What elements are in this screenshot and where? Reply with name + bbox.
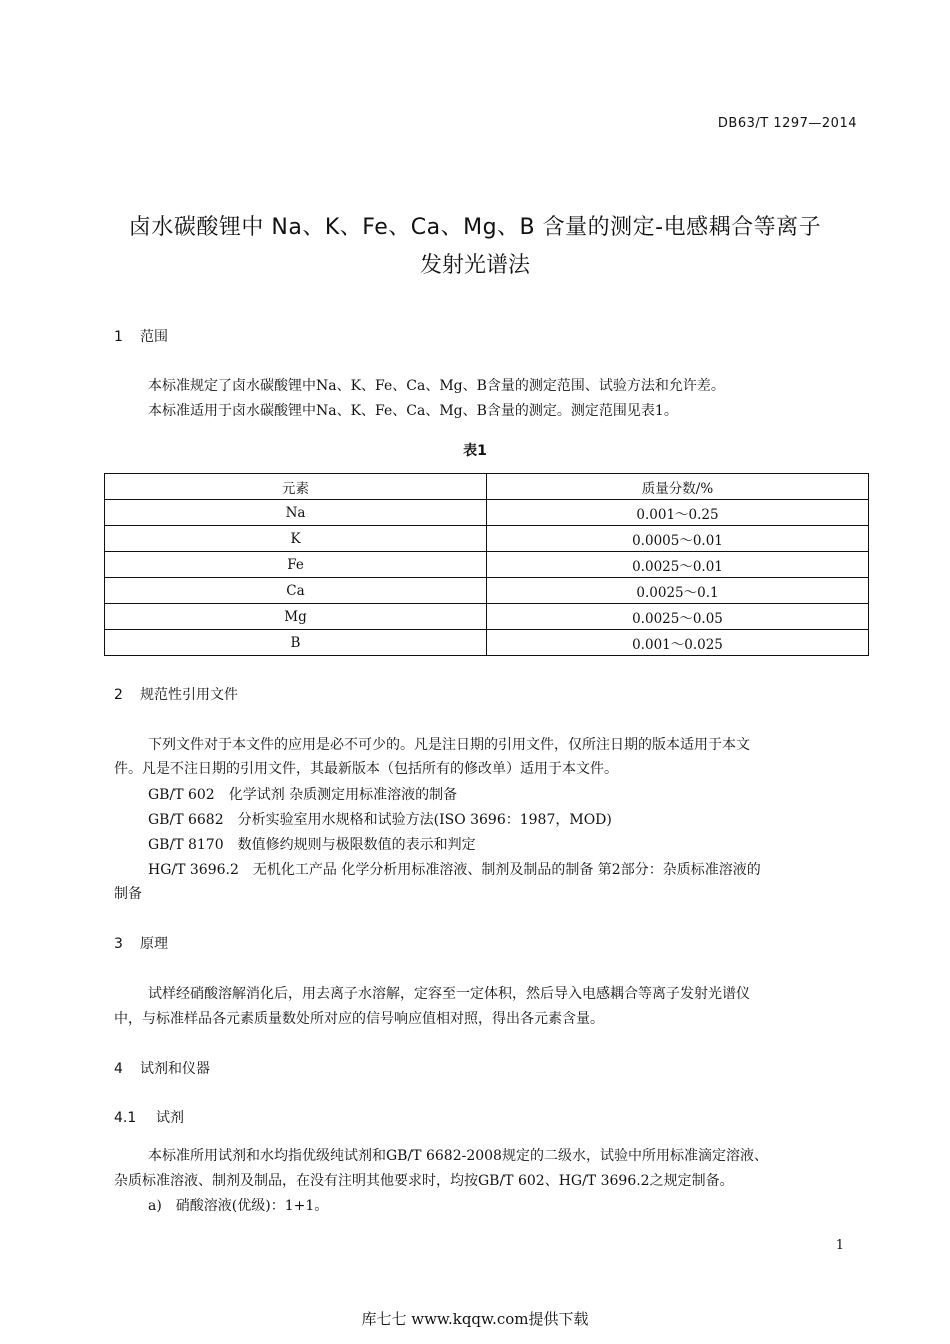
subsection-4-1-heading — [114, 1107, 184, 1127]
table-header-element: 元素 — [105, 474, 487, 500]
reference-gbt-602: GB/T 602 化学试剂 杂质测定用标准溶液的制备 — [148, 787, 458, 803]
section-3-paragraph-line-1: 试样经硝酸溶解消化后，用去离子水溶解，定容至一定体积，然后导入电感耦合等离子发射光谱仪 — [148, 986, 750, 1002]
table-cell-range: 0.0025～0.05 — [487, 604, 869, 630]
section-1-paragraph-1: 本标准规定了卤水碳酸锂中Na、K、Fe、Ca、Mg、B含量的测定范围、试验方法和允许差。 — [148, 378, 725, 394]
table-row — [105, 526, 869, 552]
reference-hgt-3696-line-1: HG/T 3696.2 无机化工产品 化学分析用标准溶液、制剂及制品的制备 第2部分：杂质标准溶液的 — [148, 862, 761, 878]
section-2-paragraph-line-2: 件。凡是不注日期的引用文件，其最新版本（包括所有的修改单）适用于本文件。 — [114, 761, 618, 777]
section-3-paragraph-line-2: 中，与标准样品各元素质量数处所对应的信号响应值相对照，得出各元素含量。 — [114, 1011, 604, 1027]
download-footer: 库七七 www.kqqw.com提供下载 — [361, 1310, 589, 1328]
reference-gbt-6682: GB/T 6682 分析实验室用水规格和试验方法(ISO 3696：1987，MOD) — [148, 812, 612, 828]
page-number: 1 — [835, 1238, 844, 1253]
table-cell-range: 0.0025～0.1 — [487, 578, 869, 604]
document-title-line-2: 发射光谱法 — [419, 253, 530, 278]
section-title: 原理 — [140, 936, 168, 952]
document-code: DB63/T 1297—2014 — [717, 116, 857, 131]
reagent-item-a: a) 硝酸溶液(优级)：1+1。 — [148, 1198, 329, 1214]
reference-hgt-3696-line-2: 制备 — [114, 886, 142, 902]
table-cell-element: Fe — [105, 552, 487, 578]
table-cell-element: Ca — [105, 578, 487, 604]
table-row — [105, 578, 869, 604]
section-1-paragraph-2: 本标准适用于卤水碳酸锂中Na、K、Fe、Ca、Mg、B含量的测定。测定范围见表1。 — [148, 403, 678, 419]
section-2-paragraph-line-1: 下列文件对于本文件的应用是必不可少的。凡是注日期的引用文件，仅所注日期的版本适用于本文 — [148, 737, 750, 753]
document-title-line-1: 卤水碳酸锂中 Na、K、Fe、Ca、Mg、B 含量的测定-电感耦合等离子 — [128, 215, 822, 240]
table-cell-element: K — [105, 526, 487, 552]
table-cell-range: 0.001～0.25 — [487, 500, 869, 526]
section-title: 范围 — [140, 329, 168, 345]
table-header-row — [105, 474, 869, 500]
table-row — [105, 500, 869, 526]
section-3-heading — [114, 933, 168, 953]
section-number: 2 — [114, 687, 123, 703]
table-cell-element: Mg — [105, 604, 487, 630]
table-row — [105, 552, 869, 578]
table-cell-element: Na — [105, 500, 487, 526]
section-title: 规范性引用文件 — [140, 687, 238, 703]
reference-gbt-8170: GB/T 8170 数值修约规则与极限数值的表示和判定 — [148, 837, 476, 853]
measurement-range-table — [104, 473, 869, 656]
table-cell-range: 0.0005～0.01 — [487, 526, 869, 552]
section-1-heading — [114, 326, 168, 346]
section-4-1-paragraph-line-2: 杂质标准溶液、制剂及制品，在没有注明其他要求时，均按GB/T 602、HG/T 3696.2之规定制备。 — [114, 1173, 734, 1189]
table-cell-range: 0.0025～0.01 — [487, 552, 869, 578]
section-number: 3 — [114, 936, 123, 952]
section-4-1-paragraph-line-1: 本标准所用试剂和水均指优级纯试剂和GB/T 6682-2008规定的二级水，试验中所用标准滴定溶液、 — [148, 1148, 768, 1164]
table-header-mass-fraction: 质量分数/% — [487, 474, 869, 500]
section-number: 4 — [114, 1061, 123, 1077]
table-caption: 表1 — [463, 443, 487, 459]
section-2-heading — [114, 684, 238, 704]
subsection-number: 4.1 — [114, 1110, 137, 1126]
section-title: 试剂和仪器 — [140, 1061, 210, 1077]
table-cell-element: B — [105, 630, 487, 656]
table-cell-range: 0.001～0.025 — [487, 630, 869, 656]
table-row — [105, 630, 869, 656]
subsection-title: 试剂 — [156, 1110, 184, 1126]
table-row — [105, 604, 869, 630]
section-4-heading — [114, 1058, 210, 1078]
section-number: 1 — [114, 329, 123, 345]
